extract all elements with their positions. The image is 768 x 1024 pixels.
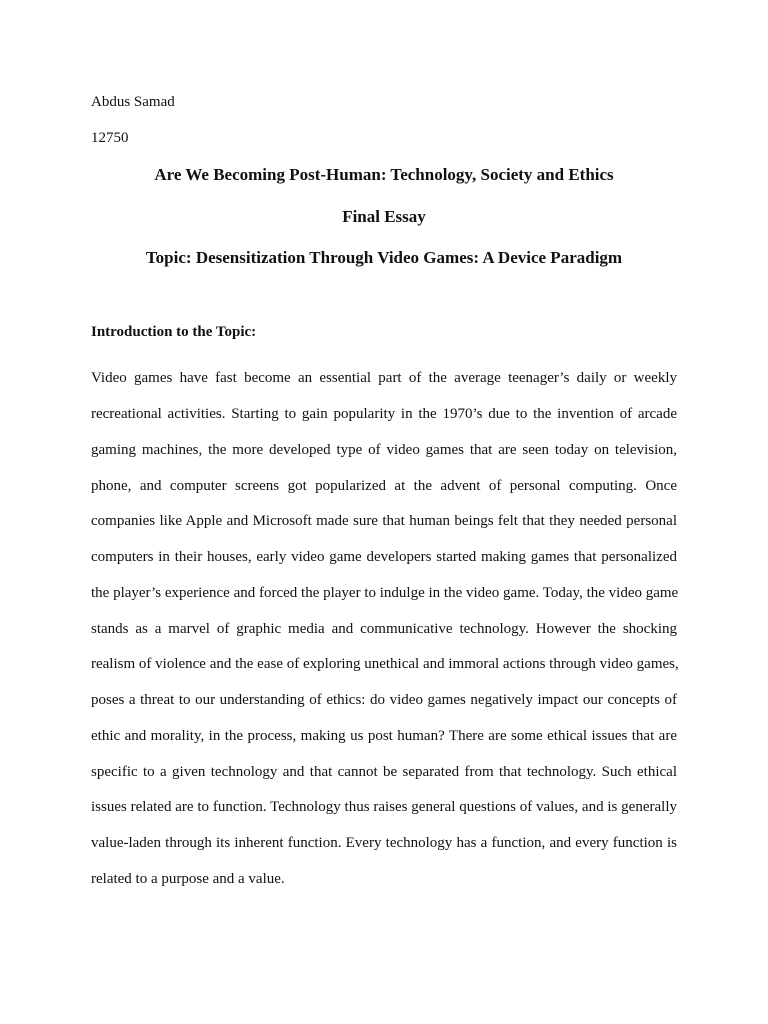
course-title: Are We Becoming Post-Human: Technology, Society and Ethics — [154, 165, 614, 184]
paragraph-line: the player’s experience and forced the player to indulge in the video game. Today, the video game — [91, 585, 679, 601]
paragraph-line: specific to a given technology and that cannot be separated from that technology. Such ethical — [91, 764, 677, 780]
paragraph-line: realism of violence and the ease of exploring unethical and immoral actions through video games, — [91, 656, 679, 672]
paragraph-line: recreational activities. Starting to gain popularity in the 1970’s due to the invention of arcade — [91, 406, 677, 422]
section-heading: Introduction to the Topic: — [91, 324, 257, 340]
essay-type: Final Essay — [342, 207, 426, 226]
paragraph-line: Video games have fast become an essential part of the average teenager’s daily or weekly — [91, 370, 677, 386]
paragraph-line: poses a threat to our understanding of ethics: do video games negatively impact our concepts of — [91, 692, 677, 708]
paragraph-line: stands as a marvel of graphic media and communicative technology. However the shocking — [91, 621, 677, 637]
paragraph-line: computers in their houses, early video game developers started making games that personalized — [91, 549, 677, 565]
topic-title: Topic: Desensitization Through Video Games: A Device Paradigm — [145, 248, 623, 267]
paragraph-line: companies like Apple and Microsoft made sure that human beings felt that they needed personal — [91, 513, 677, 529]
paragraph-line: gaming machines, the more developed type of video games that are seen today on television, — [91, 442, 677, 458]
paragraph-line: issues related are to function. Technology thus raises general questions of values, and is generally — [91, 799, 677, 815]
paragraph-line: ethic and morality, in the process, making us post human? There are some ethical issues that are — [91, 728, 677, 744]
paragraph-line: phone, and computer screens got popularized at the advent of personal computing. Once — [91, 478, 677, 494]
paragraph-line: related to a purpose and a value. — [91, 871, 285, 887]
author-name: Abdus Samad — [91, 94, 175, 110]
paragraph-line: value-laden through its inherent function. Every technology has a function, and every function is — [91, 835, 677, 851]
student-id: 12750 — [91, 130, 129, 146]
